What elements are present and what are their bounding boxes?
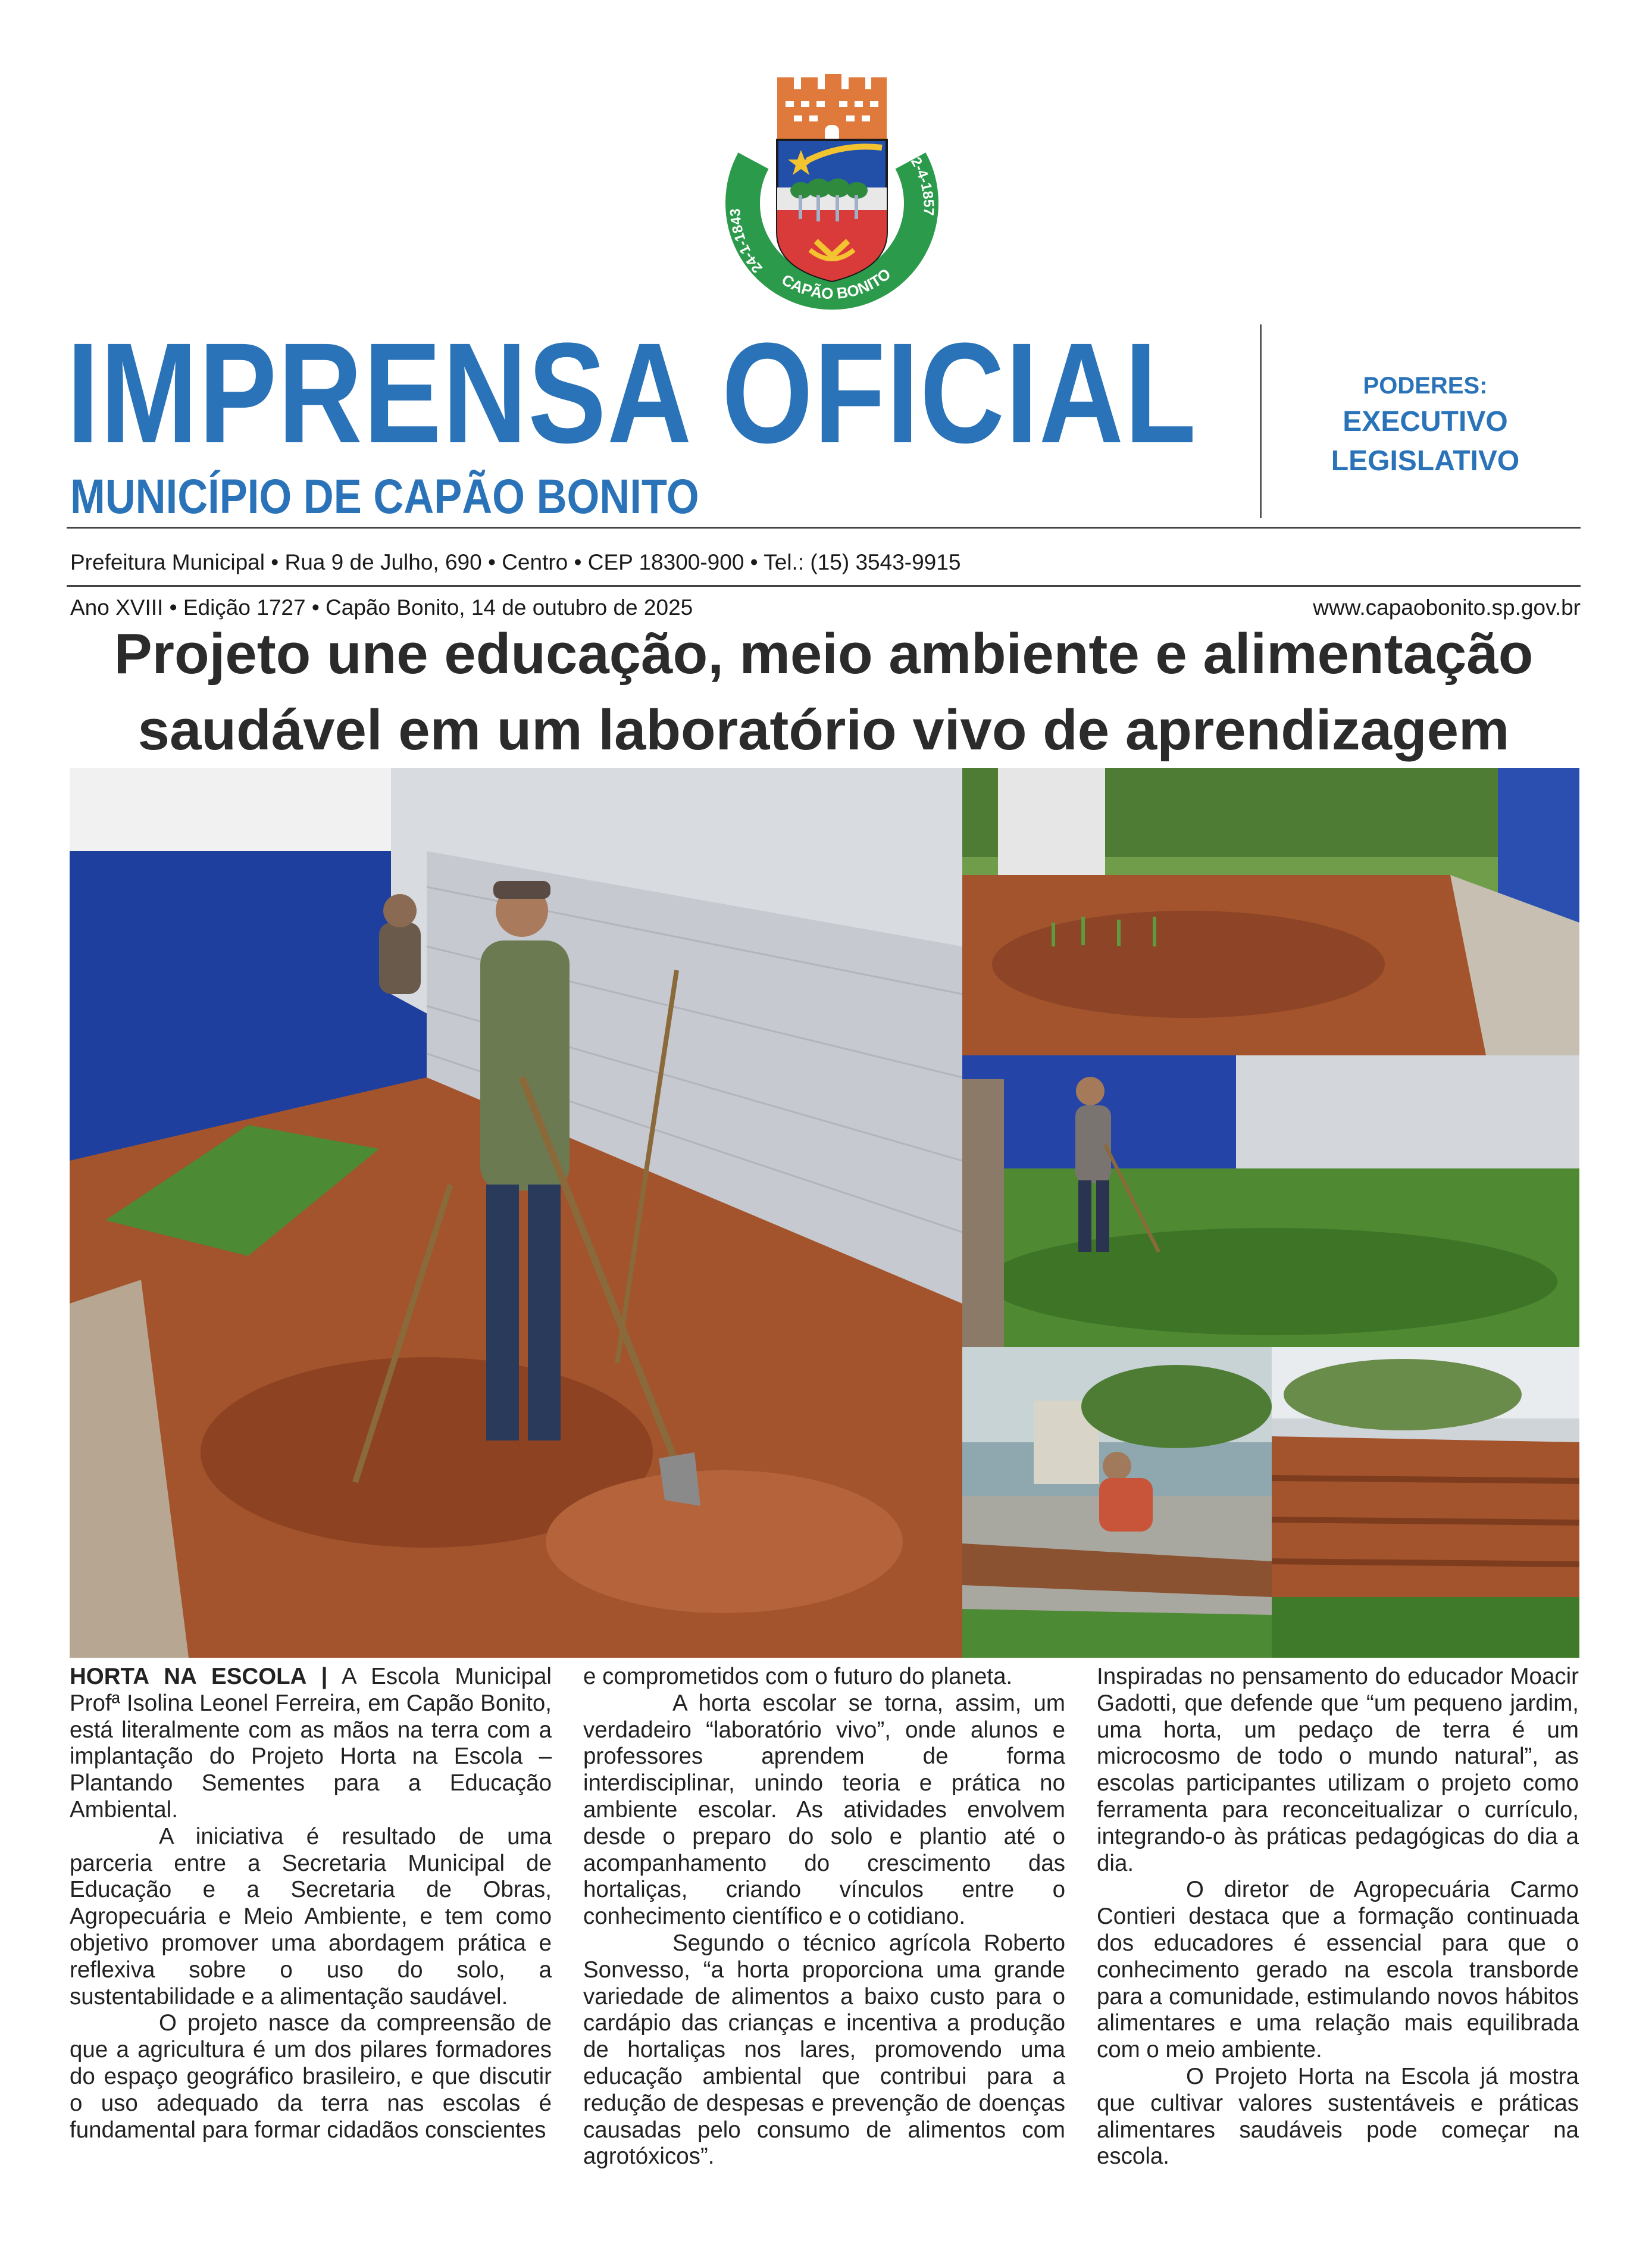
powers-label: PODERES:: [1363, 373, 1488, 399]
article-paragraph: Inspiradas no pensamento do educador Moacir Gadotti, que defende que “um pequeno jardim, uma horta, um pedaço de terra é um microcosmo de todo o mundo natural”, as escolas participantes utilizam o projeto como ferramenta para reconceitualizar o currículo, integrando-o às práticas pedagógicas do dia a dia.: [1097, 1664, 1579, 1876]
photo-worker-hoeing: [962, 1055, 1579, 1347]
municipality-subtitle: MUNICÍPIO DE CAPÃO BONITO: [70, 470, 699, 524]
headline: Projeto une educação, meio ambiente e alimentação saudável em um laboratório vivo de aprendizagem: [114, 622, 1534, 762]
crest-motto: CAPÃO BONITO: [778, 264, 894, 303]
info-rule: [67, 585, 1581, 587]
website-link[interactable]: www.capaobonito.sp.gov.br: [1313, 595, 1581, 620]
header-rule: [67, 527, 1581, 529]
article-column-1: [70, 1664, 552, 2223]
newspaper-title: IMPRENSA OFICIAL: [67, 313, 1197, 473]
article-paragraph: A horta escolar se torna, assim, um verdadeiro “laboratório vivo”, onde alunos e professores aprendem de forma interdisciplinar, unindo teoria e prática no ambiente escolar. As atividades envolvem desde o preparo do solo e plantio até o acompanhamento do crescimento das hortaliças, criando vínculos entre o conhecimento científico e o cotidiano.: [583, 1690, 1065, 1930]
address-line: Prefeitura Municipal • Rua 9 de Julho, 690 • Centro • CEP 18300-900 • Tel.: (15) 3543-9915: [70, 550, 961, 574]
powers-box: [1279, 369, 1571, 481]
article-paragraph-text: A Escola Municipal Profª Isolina Leonel Ferreira, em Capão Bonito, está literalmente com as mãos na terra com a implantação do Projeto Horta na Escola – Plantando Sementes para a Educação Ambiental.: [70, 1664, 552, 1823]
article-column-3: [1097, 1664, 1579, 2223]
article-paragraph: [70, 1664, 552, 1824]
article-column-2: [583, 1664, 1065, 2223]
main-photo-garden-workers: [70, 768, 962, 1658]
article-paragraph: Segundo o técnico agrícola Roberto Sonvesso, “a horta proporciona uma grande variedade de alimentos a baixo custo para o cardápio das crianças e incentiva a produção de hortaliças nos lares, promovendo uma educação ambiental que contribui para a redução de despesas e prevenção de doenças causadas pelo consumo de alimentos com agrotóxicos”.: [583, 1930, 1065, 2170]
power-executive: EXECUTIVO: [1343, 406, 1508, 438]
photo-prepared-beds: [962, 768, 1579, 1055]
edition-line: Ano XVIII • Edição 1727 • Capão Bonito, 14 de outubro de 2025: [70, 595, 693, 620]
article-paragraph: O diretor de Agropecuária Carmo Contieri destaca que a formação continuada dos educadores é essencial para que o conhecimento gerado na escola transborde para a comunidade, estimulando novos hábitos alimentares e uma relação mais equilibrada com o meio ambiente.: [1097, 1877, 1579, 2063]
article-kicker: HORTA NA ESCOLA |: [70, 1664, 328, 1689]
photo-garden-rows: [1272, 1347, 1579, 1658]
crest-emancipation-date: 2-4-1857: [907, 154, 937, 216]
article-paragraph: O Projeto Horta na Escola já mostra que cultivar valores sustentáveis e práticas alimentares saudáveis pode começar na escola.: [1097, 2063, 1579, 2170]
article-paragraph: e comprometidos com o futuro do planeta.: [583, 1664, 1013, 1689]
crest-founding-date: 24-1-1843: [727, 208, 766, 276]
article-paragraph: O projeto nasce da compreensão de que a agricultura é um dos pilares formadores do espaço geográfico brasileiro, e que discutir o uso adequado da terra nas escolas é fundamental para formar cidadãos conscientes: [70, 2010, 552, 2143]
masthead-divider: [1260, 324, 1262, 518]
city-coat-of-arms: [712, 71, 952, 315]
photo-worker-planting: [962, 1347, 1272, 1658]
power-legislative: LEGISLATIVO: [1331, 445, 1520, 477]
article-paragraph: A iniciativa é resultado de uma parceria entre a Secretaria Municipal de Educação e a Secretaria de Obras, Agropecuária e Meio Ambiente, e tem como objetivo promover uma abordagem prática e reflexiva sobre o uso do solo, a sustentabilidade e a alimentação saudável.: [70, 1823, 552, 2010]
